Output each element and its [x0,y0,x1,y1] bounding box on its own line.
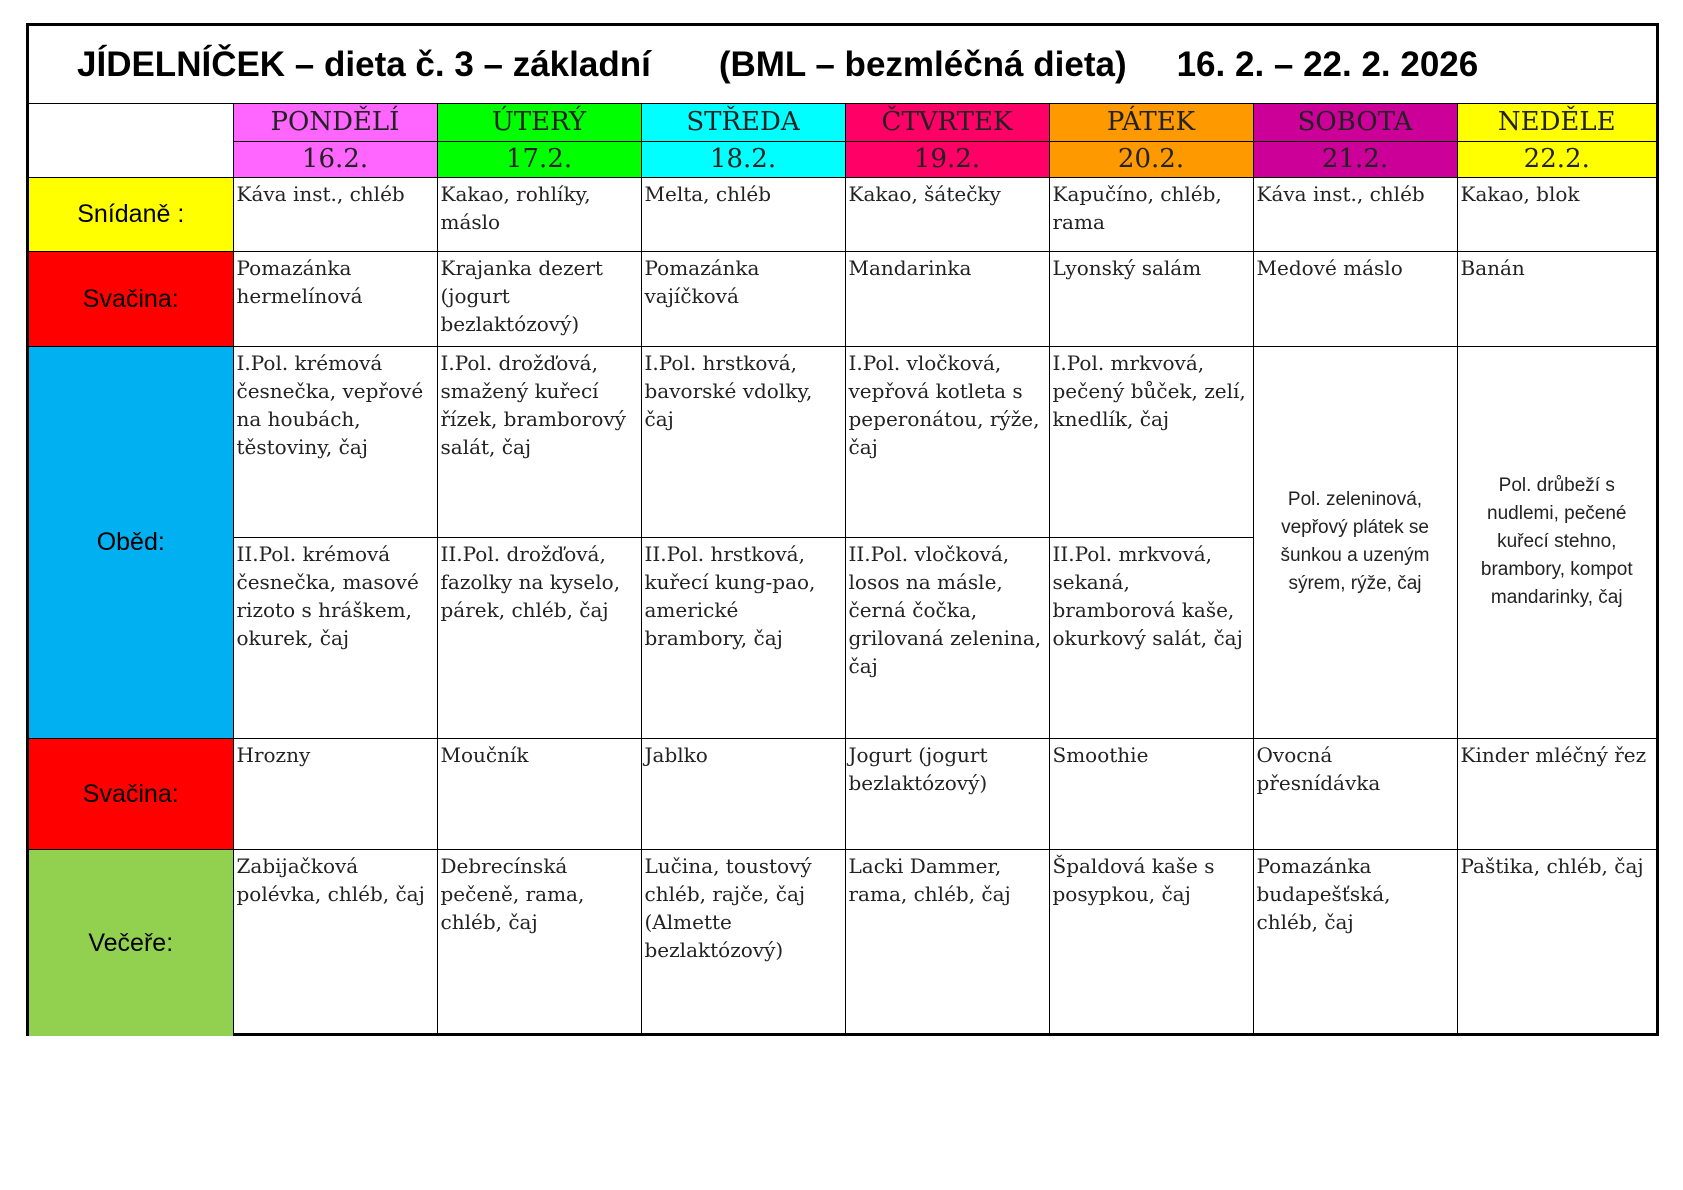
menu-sheet [26,23,1659,1036]
obed1-utery: I.Pol. drožďová, smažený kuřecí řízek, bramborový salát, čaj [437,346,641,537]
meal-label-svacina1: Svačina: [29,251,233,346]
obed2-utery: II.Pol. drožďová, fazolky na kyselo, párek, chléb, čaj [437,537,641,738]
meal-label-svacina2: Svačina: [29,738,233,849]
obed-nedele: Pol. drůbeží s nudlemi, pečené kuřecí stehno, brambory, kompot mandarinky, čaj [1457,346,1656,738]
svacina2-sobota: Ovocná přesnídávka [1253,738,1457,849]
vecere-ctvrtek: Lacki Dammer, rama, chléb, čaj [845,849,1049,1036]
svacina2-utery: Moučník [437,738,641,849]
svacina1-nedele: Banán [1457,251,1656,346]
vecere-pondeli: Zabijačková polévka, chléb, čaj [233,849,437,1036]
day-name-pondeli: PONDĚLÍ [233,104,437,141]
svacina2-ctvrtek: Jogurt (jogurt bezlaktózový) [845,738,1049,849]
day-date-ctvrtek: 19.2. [845,141,1049,177]
svacina1-pondeli: Pomazánka hermelínová [233,251,437,346]
vecere-utery: Debrecínská pečeně, rama, chléb, čaj [437,849,641,1036]
svacina2-patek: Smoothie [1049,738,1253,849]
page-title [29,26,1656,104]
day-name-streda: STŘEDA [641,104,845,141]
obed1-pondeli: I.Pol. krémová česnečka, vepřové na houbách, těstoviny, čaj [233,346,437,537]
svacina1-utery: Krajanka dezert (jogurt bezlaktózový) [437,251,641,346]
meal-label-vecere: Večeře: [29,849,233,1036]
day-date-streda: 18.2. [641,141,845,177]
day-name-row [29,104,1656,141]
snidane-ctvrtek: Kakao, šátečky [845,177,1049,251]
obed-sobota: Pol. zeleninová, vepřový plátek se šunkou a uzeným sýrem, rýže, čaj [1253,346,1457,738]
svacina1-streda: Pomazánka vajíčková [641,251,845,346]
meal-label-snidane: Snídaně : [29,177,233,251]
day-name-utery: ÚTERÝ [437,104,641,141]
row-obed-1 [29,346,1656,537]
title-main: JÍDELNÍČEK – dieta č. 3 – základní [77,44,651,84]
day-date-sobota: 21.2. [1253,141,1457,177]
row-vecere [29,849,1656,1036]
meal-label-obed: Oběd: [29,346,233,738]
row-svacina-2 [29,738,1656,849]
menu-table [29,104,1656,1036]
svacina2-nedele: Kinder mléčný řez [1457,738,1656,849]
day-name-patek: PÁTEK [1049,104,1253,141]
snidane-pondeli: Káva inst., chléb [233,177,437,251]
day-date-pondeli: 16.2. [233,141,437,177]
day-date-row [29,141,1656,177]
obed1-patek: I.Pol. mrkvová, pečený bůček, zelí, knedlík, čaj [1049,346,1253,537]
snidane-streda: Melta, chléb [641,177,845,251]
svacina1-ctvrtek: Mandarinka [845,251,1049,346]
vecere-streda: Lučina, toustový chléb, rajče, čaj (Almette bezlaktózový) [641,849,845,1036]
snidane-utery: Kakao, rohlíky, máslo [437,177,641,251]
day-date-nedele: 22.2. [1457,141,1656,177]
day-date-utery: 17.2. [437,141,641,177]
row-snidane [29,177,1656,251]
row-svacina-1 [29,251,1656,346]
obed1-ctvrtek: I.Pol. vločková, vepřová kotleta s peperonátou, rýže, čaj [845,346,1049,537]
day-name-sobota: SOBOTA [1253,104,1457,141]
vecere-sobota: Pomazánka budapešťská, chléb, čaj [1253,849,1457,1036]
obed2-ctvrtek: II.Pol. vločková, losos na másle, černá čočka, grilovaná zelenina, čaj [845,537,1049,738]
corner-cell [29,104,233,177]
svacina2-streda: Jablko [641,738,845,849]
snidane-sobota: Káva inst., chléb [1253,177,1457,251]
day-date-patek: 20.2. [1049,141,1253,177]
snidane-nedele: Kakao, blok [1457,177,1656,251]
title-dates: 16. 2. – 22. 2. 2026 [1176,44,1479,84]
obed2-streda: II.Pol. hrstková, kuřecí kung-pao, americké brambory, čaj [641,537,845,738]
vecere-patek: Špaldová kaše s posypkou, čaj [1049,849,1253,1036]
svacina1-sobota: Medové máslo [1253,251,1457,346]
obed2-patek: II.Pol. mrkvová, sekaná, bramborová kaše, okurkový salát, čaj [1049,537,1253,738]
svacina1-patek: Lyonský salám [1049,251,1253,346]
title-diet: (BML – bezmléčná dieta) [718,44,1127,84]
day-name-nedele: NEDĚLE [1457,104,1656,141]
day-name-ctvrtek: ČTVRTEK [845,104,1049,141]
obed2-pondeli: II.Pol. krémová česnečka, masové rizoto s hráškem, okurek, čaj [233,537,437,738]
vecere-nedele: Paštika, chléb, čaj [1457,849,1656,1036]
svacina2-pondeli: Hrozny [233,738,437,849]
obed1-streda: I.Pol. hrstková, bavorské vdolky, čaj [641,346,845,537]
snidane-patek: Kapučíno, chléb, rama [1049,177,1253,251]
